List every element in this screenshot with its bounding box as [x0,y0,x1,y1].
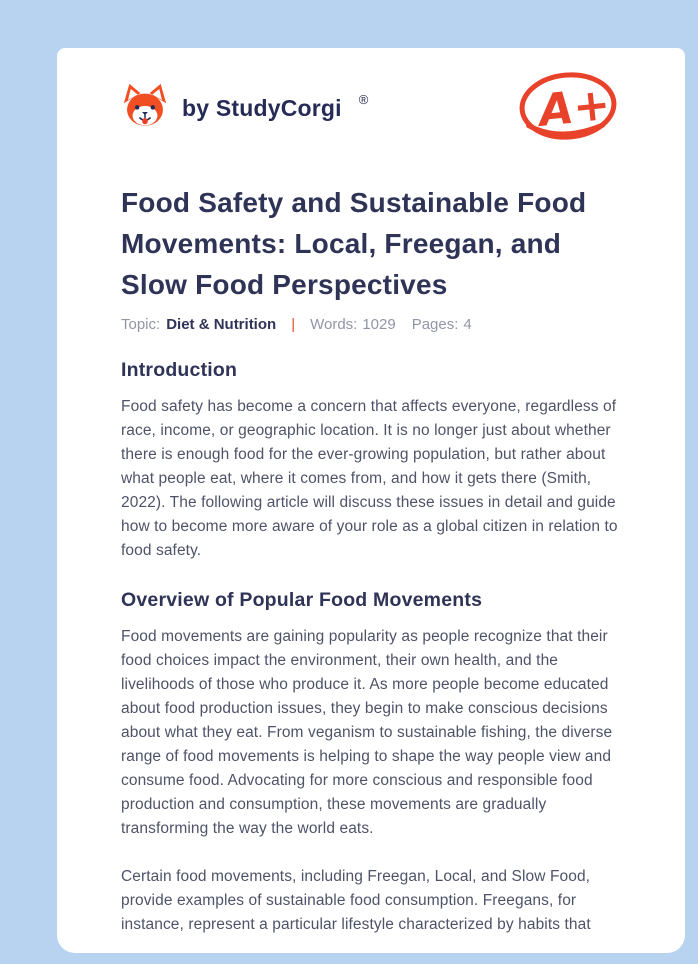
topic-value: Diet & Nutrition [166,316,277,333]
document-title: Food Safety and Sustainable Food Movements: Local, Freegan, and Slow Food Perspectives [121,187,587,300]
card-header [121,64,621,152]
pages-label: Pages: [411,316,459,333]
pages-count [412,316,472,333]
grade-stamp-text: A+ [536,78,613,137]
studycorgi-logo [121,83,368,134]
meta-separator: | [291,316,296,333]
paragraph-truncated: Certain food movements, including Freegan, Local, and Slow Food, provide examples of sustainable food consumption. Freegans, for instance, represent a particular lifestyle characterized by habits that [121,868,591,933]
paragraph: Food safety has become a concern that affects everyone, regardless of race, income, or geographic location. It is no longer just about whether there is enough food for the ever-growing population, but rather about what people eat, where it comes from, and how it gets there (Smith, 2022). The following article will discuss these issues in detail and guide how to become more aware of your role as a global citizen in relation to food safety. [121,398,618,559]
section-heading: Introduction [121,359,238,381]
topic-label: Topic: [121,316,161,333]
pages-value: 4 [463,316,472,333]
words-label: Words: [310,316,358,333]
registered-trademark-symbol: ® [358,91,369,107]
grade-a-plus-stamp-icon [515,66,621,151]
words-value: 1029 [362,316,396,333]
section-heading: Overview of Popular Food Movements [121,589,483,611]
words-count [310,316,396,333]
section-introduction [121,359,621,563]
corgi-mascot-icon [121,83,169,134]
logo-wordmark: by StudyCorgi [182,94,342,121]
document-meta [121,316,621,333]
paragraph: Food movements are gaining popularity as people recognize that their food choices impact the environment, their own health, and the livelihoods of those who produce it. As more people become educated about food production issues, they begin to make conscious decisions about what they eat. From veganism to sustainable fishing, the diverse range of food movements is helping to shape the way people view and consume food. Advocating for more conscious and responsible food production and consumption, these movements are gradually transforming the way the world eats. [121,628,613,837]
document-preview-card [57,48,685,953]
section-overview [121,589,621,937]
